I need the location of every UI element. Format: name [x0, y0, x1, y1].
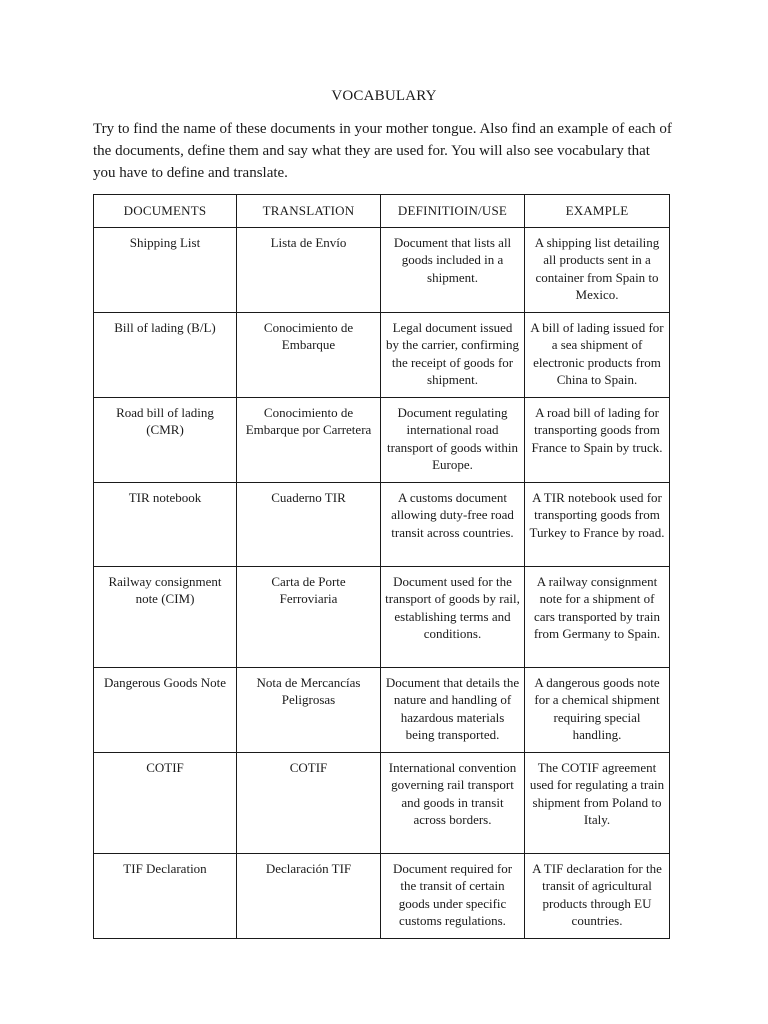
cell-document: Railway consignment note (CIM) [94, 566, 237, 667]
cell-definition: International convention governing rail transport and goods in transit across borders. [381, 752, 525, 853]
cell-translation: Declaración TIF [237, 853, 381, 938]
cell-translation: Carta de Porte Ferroviaria [237, 566, 381, 667]
cell-example: A TIR notebook used for transporting goods from Turkey to France by road. [525, 482, 670, 566]
cell-translation: COTIF [237, 752, 381, 853]
cell-example: A bill of lading issued for a sea shipment of electronic products from China to Spain. [525, 312, 670, 397]
cell-translation: Nota de Mercancías Peligrosas [237, 667, 381, 752]
cell-document: Road bill of lading (CMR) [94, 397, 237, 482]
cell-definition: Document used for the transport of goods by rail, establishing terms and conditions. [381, 566, 525, 667]
cell-example: A road bill of lading for transporting goods from France to Spain by truck. [525, 397, 670, 482]
cell-definition: Document required for the transit of certain goods under specific customs regulations. [381, 853, 525, 938]
cell-document: Dangerous Goods Note [94, 667, 237, 752]
cell-example: A railway consignment note for a shipment of cars transported by train from Germany to Spain. [525, 566, 670, 667]
cell-document: Bill of lading (B/L) [94, 312, 237, 397]
header-translation: TRANSLATION [237, 195, 381, 228]
vocabulary-table [93, 194, 670, 939]
table-row [94, 566, 670, 667]
header-definition: DEFINITIOIN/USE [381, 195, 525, 228]
header-example: EXAMPLE [525, 195, 670, 228]
cell-document: Shipping List [94, 227, 237, 312]
table-row [94, 482, 670, 566]
table-row [94, 397, 670, 482]
table-row [94, 227, 670, 312]
table-row [94, 752, 670, 853]
table-header-row [94, 195, 670, 228]
cell-translation: Conocimiento de Embarque [237, 312, 381, 397]
header-documents: DOCUMENTS [94, 195, 237, 228]
cell-example: A shipping list detailing all products sent in a container from Spain to Mexico. [525, 227, 670, 312]
cell-definition: Document that lists all goods included in a shipment. [381, 227, 525, 312]
cell-translation: Lista de Envío [237, 227, 381, 312]
cell-definition: Document that details the nature and handling of hazardous materials being transported. [381, 667, 525, 752]
table-row [94, 667, 670, 752]
cell-document: TIR notebook [94, 482, 237, 566]
cell-definition: A customs document allowing duty-free road transit across countries. [381, 482, 525, 566]
cell-document: COTIF [94, 752, 237, 853]
cell-definition: Document regulating international road transport of goods within Europe. [381, 397, 525, 482]
table-row [94, 312, 670, 397]
cell-example: A dangerous goods note for a chemical shipment requiring special handling. [525, 667, 670, 752]
cell-example: A TIF declaration for the transit of agricultural products through EU countries. [525, 853, 670, 938]
cell-document: TIF Declaration [94, 853, 237, 938]
cell-example: The COTIF agreement used for regulating a train shipment from Poland to Italy. [525, 752, 670, 853]
cell-translation: Conocimiento de Embarque por Carretera [237, 397, 381, 482]
cell-definition: Legal document issued by the carrier, confirming the receipt of goods for shipment. [381, 312, 525, 397]
page-title: VOCABULARY [331, 88, 437, 104]
intro-paragraph: Try to find the name of these documents in your mother tongue. Also find an example of each of the documents, define them and say what they are used for. You will also see vocabulary that you have to define and translate. [93, 121, 672, 181]
table-row [94, 853, 670, 938]
cell-translation: Cuaderno TIR [237, 482, 381, 566]
